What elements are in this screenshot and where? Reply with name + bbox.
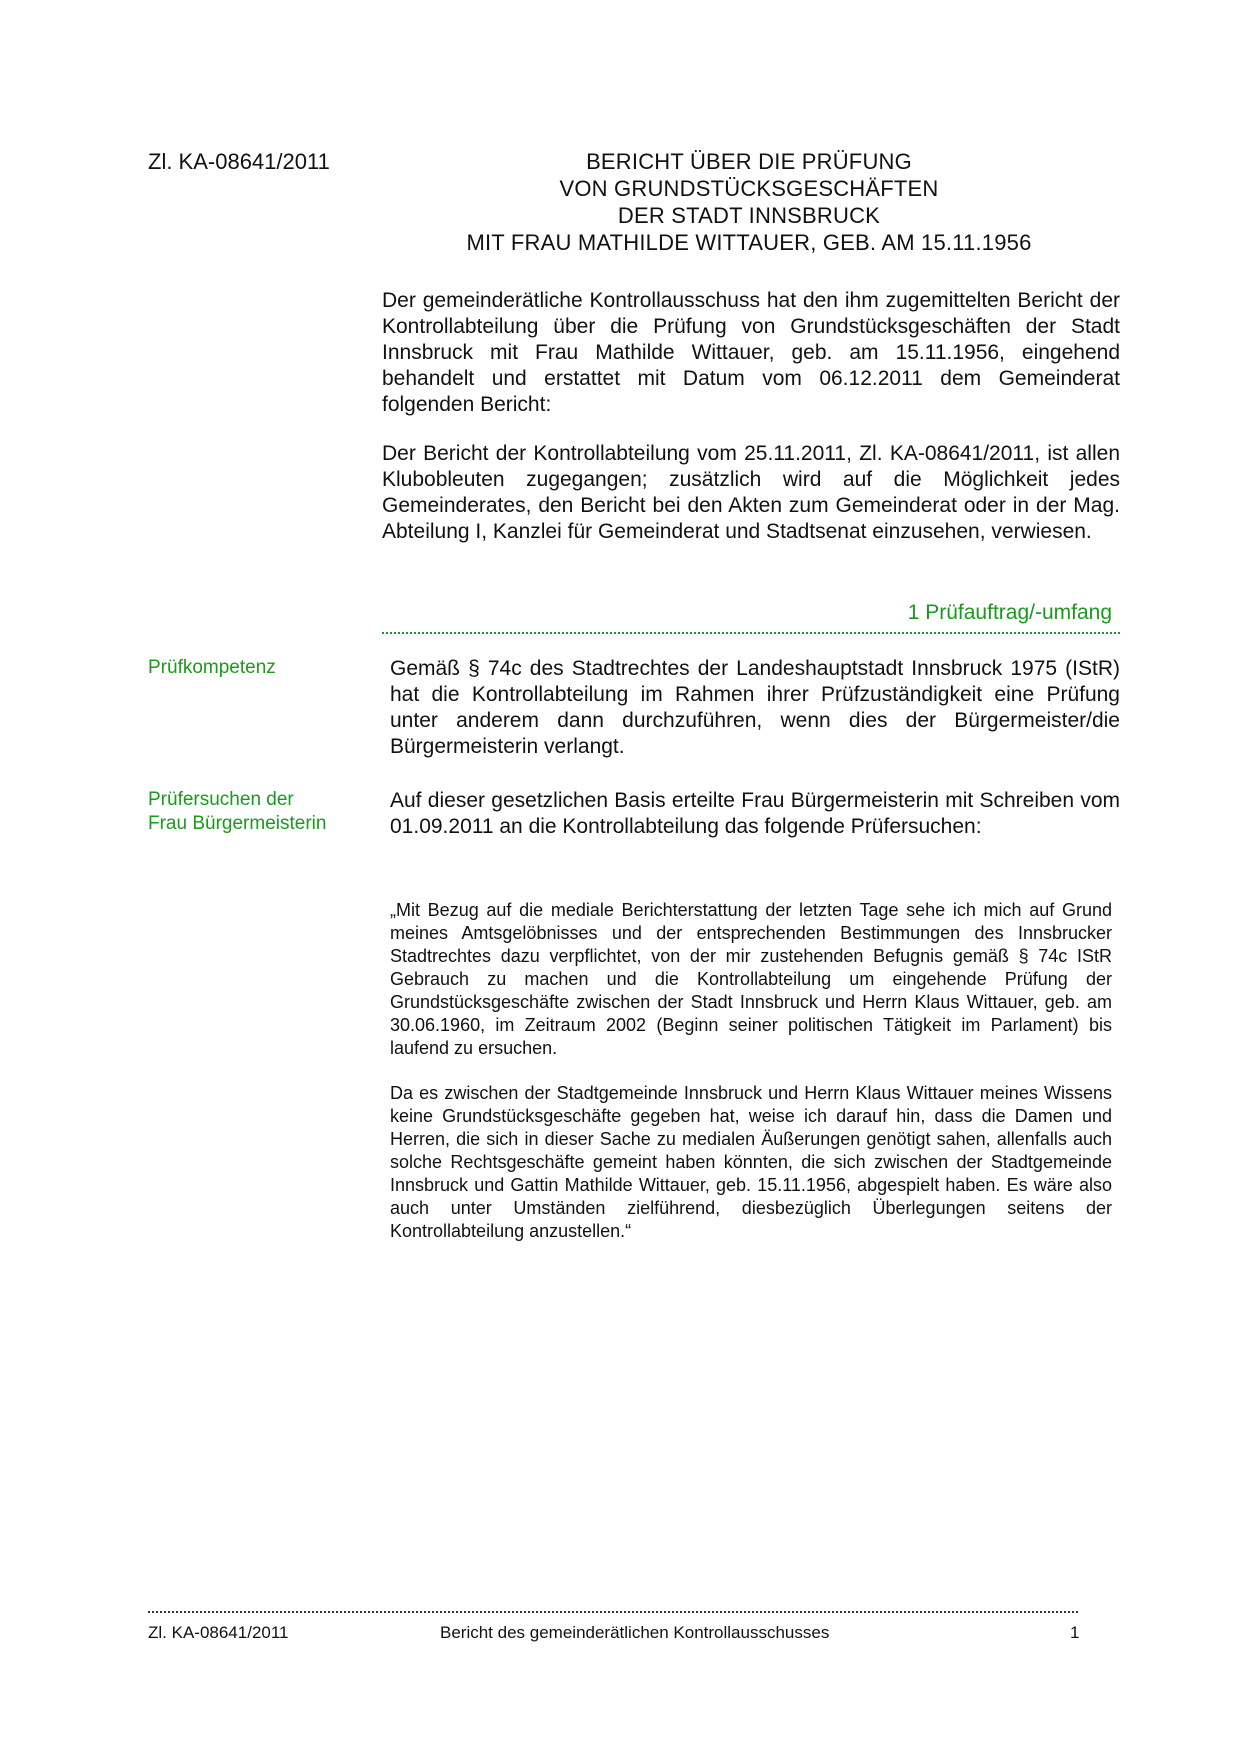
footer-page-number: 1 [1070, 1623, 1080, 1642]
footer-divider [148, 1611, 1078, 1613]
section-heading-text: 1 Prüfauftrag/-umfang [907, 601, 1112, 624]
section-heading [382, 600, 1120, 634]
intro-paragraph-1: Der gemeinderätliche Kontrollausschuss hat den ihm zugemittelten Bericht der Kontrollabteilung über die Prüfung von Grundstücksgeschäften der Stadt Innsbruck mit Frau Mathilde Wittauer, geb. am 15.11.1956, eingehend behandelt und erstattet mit Datum vom 06.12.2011 dem Gemeinderat folgenden Bericht: [382, 289, 1120, 416]
pruefersuchen-paragraph: Auf dieser gesetzlichen Basis erteilte Frau Bürgermeisterin mit Schreiben vom 01.09.2011 an die Kontrollabteilung das folgende Prüfersuchen: [390, 789, 1120, 838]
section-heading-divider [382, 632, 1120, 634]
title-line-1: BERICHT ÜBER DIE PRÜFUNG [586, 149, 912, 174]
intro-paragraph-2: Der Bericht der Kontrollabteilung vom 25.11.2011, Zl. KA-08641/2011, ist allen Klubobleuten zugegangen; zusätzlich wird auf die Möglichkeit jedes Gemeinderates, den Bericht bei den Akten zum Gemeinderat oder in der Mag. Abteilung I, Kanzlei für Gemeinderat und Stadtsenat einzusehen, verwiesen. [382, 442, 1120, 543]
margin-label-line-1: Prüfersuchen der [148, 789, 294, 810]
pruefkompetenz-paragraph: Gemäß § 74c des Stadtrechtes der Landeshauptstadt Innsbruck 1975 (IStR) hat die Kontrollabteilung im Rahmen ihrer Prüfzuständigkeit eine Prüfung unter anderem dann durchzuführen, wenn dies der Bürgermeister/die Bürgermeisterin verlangt. [390, 657, 1120, 758]
footer-reference: Zl. KA-08641/2011 [148, 1623, 289, 1642]
document-reference: Zl. KA-08641/2011 [148, 149, 330, 174]
footer-title: Bericht des gemeinderätlichen Kontrollausschusses [440, 1623, 830, 1642]
title-line-3: DER STADT INNSBRUCK [617, 203, 881, 228]
margin-label-line-2: Frau Bürgermeisterin [148, 813, 327, 834]
quote-paragraph-1: „Mit Bezug auf die mediale Berichterstattung der letzten Tage sehe ich mich auf Grund meines Amtsgelöbnisses und der entsprechenden Bestimmungen des Innsbrucker Stadtrechtes dazu verpflichtet, von der mir zustehenden Befugnis gemäß § 74c IStR Gebrauch zu machen und die Kontrollabteilung um eingehende Prüfung der Grundstücksgeschäfte zwischen der Stadt Innsbruck und Herrn Klaus Wittauer, geb. am 30.06.1960, im Zeitraum 2002 (Beginn seiner politischen Tätigkeit im Parlament) bis laufend zu ersuchen. [390, 900, 1112, 1058]
title-line-2: VON GRUNDSTÜCKSGESCHÄFTEN [559, 176, 939, 201]
quote-paragraph-2: Da es zwischen der Stadtgemeinde Innsbruck und Herrn Klaus Wittauer meines Wissens keine Grundstücksgeschäfte gegeben hat, weise ich darauf hin, dass die Damen und Herren, die sich in dieser Sache zu medialen Äußerungen genötigt sahen, allenfalls auch solche Rechtsgeschäfte gemeint haben könnten, die sich zwischen der Stadtgemeinde Innsbruck und Gattin Mathilde Wittauer, geb. 15.11.1956, abgespielt haben. Es wäre also auch unter Umständen zielführend, diesbezüglich Überlegungen seitens der Kontrollabteilung anzustellen.“ [390, 1083, 1112, 1241]
margin-label-pruefersuchen [148, 788, 358, 836]
document-title [418, 148, 1080, 256]
margin-label-pruefkompetenz: Prüfkompetenz [148, 657, 276, 678]
title-line-4: MIT FRAU MATHILDE WITTAUER, GEB. AM 15.11.1956 [466, 230, 1032, 255]
